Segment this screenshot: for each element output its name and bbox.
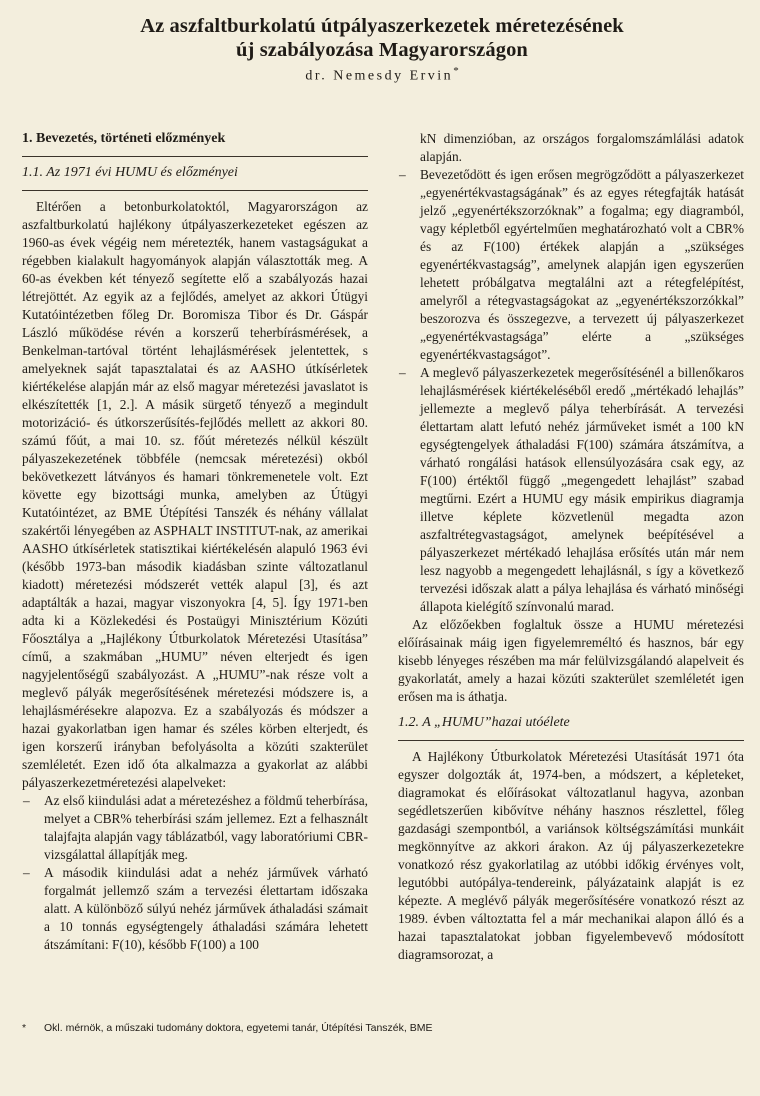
list-item-continuation: kN dimenzióban, az országos forgalomszámlálási adatok alapján. bbox=[420, 131, 744, 164]
paragraph-2: A Hajlékony Útburkolatok Méretezési Utasítását 1971 óta egyszer dolgozták át, 1974-ben, a módszert, a képleteket, diagramokat és előírásokat változatlanul hagyva, azonban segédletszerűen kibővítve néhány hasznos részlettel, főleg gazdasági szempontból, a variánsok költségszámítási munkáit megkönnyítve az akkori árakon. Az új pályaszerkezetekre vonatkozó rész gyakorlatilag az utóbbi időkig érvényes volt, legutóbbi autópálya-tendereink, pályázataink alapját is ez képezte. A meglévő pályák megerősítésére vonatkozó részt az 1989. évben változtatta fel a már mechanikai alapon álló és a hazai tapasztalatokat jobban figyelembevevő módosított diagramsorozat, a bbox=[398, 749, 744, 962]
list-item: – A meglevő pályaszerkezetek megerősítésénél a billenőkaros lehajlásmérések kiértékeléséből eredő „mértékadó lehajlás” jellemezte a meglevő pálya teherbírását. A tervezési élettartam alatt lefutó nehéz járműveket ismét a 100 kN egységtengelyek áthaladási F(100) számára átszámítva, a várható rongálási hatások ellensúlyozására csak egy, az F(100) értéktől függő „megengedett lehajlást” szabad megtűrni. Ezért a HUMU egy másik empirikus diagramja illetve képlete közvetlenül megadta azon aszfaltrétegvastagságot, amelynek beépítésével a pályaszerkezet mértékadó lehajlása erősítés után már nem lesz nagyobb a megengedett lehajlásnál, s így a következő tervezési időszak alatt a pálya lehajlása és várható minőségi állapota kielégítő színvonalú marad. bbox=[398, 364, 744, 616]
paragraph-1: Eltérően a betonburkolatoktól, Magyarországon az aszfaltburkolatú hajlékony útpályaszerkezeteket egészen az 1960-as évek végéig nem méretezték, hanem vastagságukat a régebben kialakult hagyományok alapján választották meg. A 60-as években két tényező segítette elő a szabályozás hazai létrejöttét. Az egyik az a fejlődés, amelyet az akkori Útügyi Kutatóintézetben főleg Dr. Boromisza Tibor és Dr. Gáspár László működése révén a korszerű teherbírásmérések, a Benkelman-tartóval történt lehajlásmérések jelentettek, s amelyeknek saját tapasztalatai és az AASHO útkísérletek kiértékelése alapján már az első magyar méretezési javaslatot is elkészítették [1, 2.]. A másik sürgető tényező a megindult motorizáció- és útkorszerűsítés-fejlődés mellett az akkori 80. számú főút, a mai 10. sz. főút méretezés nélkül készült pályaszekezetének többféle (nemcsak méretezési) okból bekövetkezett látványos és hamari tönkremenetele volt. Ezt követte egy bizottsági munka, amelyben az Útügyi Kutatóintézet, az BME Útépítési Tanszék és néhány vállalat szakértői lényegében az ASPHALT INSTITUT-nak, az amerikai AASHO útkísérletek statisztikai kiértékelésén alapuló 1963 évi (később 1973-ban második kiadásban szinte változatlanul kiadott) méretezési módszerét vették alapul [3], és azt adaptálták a hazai, magyar viszonyokra [4, 5]. Így 1971-ben adta ki a Közlekedési és Postaügyi Minisztérium Közúti Főosztálya a „Hajlékony Útburkolatok Méretezési Utasítása” című, a szakmában „HUMU” néven elterjedt és igen nagyjelentőségű szabályozást. A „HUMU”-nak része volt a meglevő pályák megerősítésének méretezési módszere is, a lehajlásmérésekre alapozva. Ez a szabályozás és módszer a hazai gyakorlatban igen hamar és széles körben elterjedt, és igen korszerű irányban befolyásolta a közúti szakterület szemléletét. Ezen idő óta alkalmazza a gyakorlat az alábbi pályaszerkezetméretezési alapelveket: bbox=[22, 199, 368, 790]
title-line-1: Az aszfaltburkolatú útpályaszerkezetek méretezésének bbox=[140, 15, 624, 37]
list-item: – Az első kiindulási adat a méretezéshez a földmű teherbírása, melyet a CBR% teherbírási szám jellemez. Ezt a felhasznált talajfajta alapján vagy táblázatból, vagy laboratóriumi CBR-vizsgálattal állapítják meg. bbox=[22, 792, 368, 864]
footnote bbox=[22, 1022, 432, 1034]
author-name: dr. Nemesdy Ervin bbox=[305, 68, 454, 84]
right-column bbox=[398, 130, 744, 964]
principles-list-right bbox=[398, 166, 744, 616]
paper-title bbox=[24, 14, 740, 62]
footnote-text: Okl. mérnök, a műszaki tudomány doktora, egyetemi tanár, Útépítési Tanszék, BME bbox=[44, 1022, 433, 1034]
list-item: – Bevezetődött és igen erősen megrögződött a pályaszerkezet „egyenértékvastagságának” és az egyes rétegfajták hatását jelző „egyenértékszorzóknak” a fogalma; egy diagramból, vagy képletből egyértelműen meghatározható volt a CBR% és az F(100) értékek alapján a „szükséges egyenértékvastagság”, amelynek alapján igen egyszerűen lehetett próbálgatva megtalálni azt a rétegfelépítést, amelyről a rétegvastagságokat az „egyenértékszorzókkal” beszorozva és összegezve, a tervezett új pályaszerkezet „egyenértékvastagsága” elérte a „szükséges egyenértékvastagságot”. bbox=[398, 166, 744, 364]
title-line-2: új szabályozása Magyarországon bbox=[236, 39, 528, 61]
list-item: – A második kiindulási adat a nehéz járművek várható forgalmát jellemző szám a tervezési élettartam időszaka alatt. A különböző súlyú nehéz járművek áthaladási számait a 10 tonnás egységtengely áthaladási számára lehetett átszámítani: F(10), később F(100) a 100 bbox=[22, 864, 368, 954]
author-footnote-mark: * bbox=[453, 65, 459, 77]
footnote-mark: * bbox=[22, 1022, 27, 1034]
left-column bbox=[22, 130, 368, 954]
spacer bbox=[398, 706, 744, 714]
subsection-1-2-heading: 1.2. A „HUMU”hazai utóélete bbox=[398, 715, 570, 730]
two-column-body bbox=[22, 130, 742, 1006]
heading-rule bbox=[22, 156, 368, 157]
principles-list-left bbox=[22, 792, 368, 954]
subsection-1-1-heading: 1.1. Az 1971 évi HUMU és előzményei bbox=[22, 165, 238, 180]
author-line bbox=[24, 65, 740, 85]
subheading-rule bbox=[398, 740, 744, 741]
section-1-heading: 1. Bevezetés, történeti előzmények bbox=[22, 131, 226, 146]
subheading-rule bbox=[22, 190, 368, 191]
summary-paragraph: Az előzőekben foglaltuk össze a HUMU méretezési előírásainak máig igen figyelemreméltó és hasznos, bár egy kisebb lényeges részében ma már felülvizsgálandó alapelveit és gyakorlatát, amely a hazai közúti szakterület szemléletét igen erősen ma is áthatja. bbox=[398, 617, 744, 704]
